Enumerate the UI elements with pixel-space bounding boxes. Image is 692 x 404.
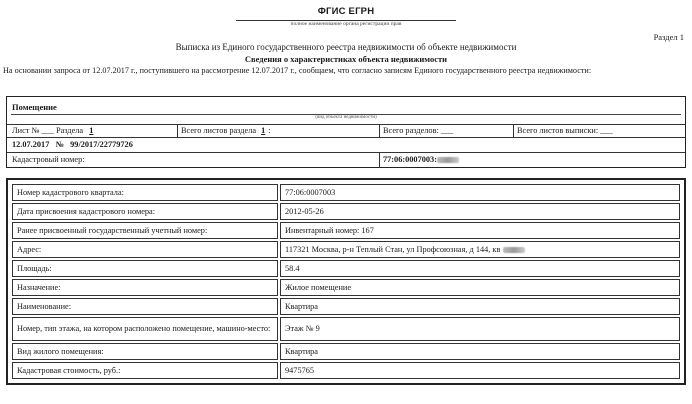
divider xyxy=(7,137,685,138)
total-sheets-section-label: Всего листов раздела xyxy=(181,126,257,135)
divider xyxy=(379,124,380,137)
total-sheets-section-cell: Всего листов раздела 1 : xyxy=(181,126,271,135)
property-value-text: Квартира xyxy=(285,301,318,311)
agency-name: ФГИС ЕГРН xyxy=(317,6,375,17)
sheet-section-value: 1 xyxy=(89,126,94,135)
property-value xyxy=(280,203,680,220)
property-key: Наименование: xyxy=(12,298,278,315)
property-value-text: Квартира xyxy=(285,346,318,356)
property-value-text: Инвентарный номер: 167 xyxy=(285,225,374,235)
table-row xyxy=(12,184,680,201)
table-row xyxy=(12,279,680,296)
total-sheets-section-value: 1 xyxy=(261,126,266,135)
property-key: Дата присвоения кадастрового номера: xyxy=(12,203,278,220)
extract-date: 12.07.2017 xyxy=(12,140,50,149)
property-key: Номер, тип этажа, на котором расположено помещение, машино-место: xyxy=(12,317,278,341)
property-key: Назначение: xyxy=(12,279,278,296)
property-value xyxy=(280,260,680,277)
object-type: Помещение xyxy=(12,102,57,112)
section-label: Раздел 1 xyxy=(653,32,684,42)
properties-table xyxy=(10,182,682,381)
object-summary-box xyxy=(6,96,686,168)
table-row xyxy=(12,298,680,315)
property-value xyxy=(280,184,680,201)
sheet-number-cell xyxy=(12,126,97,135)
properties-table-frame xyxy=(6,178,686,385)
divider xyxy=(379,152,380,168)
number-sign: № xyxy=(55,140,64,149)
object-type-caption: (вид объекта недвижимости) xyxy=(315,115,377,120)
divider xyxy=(7,124,685,125)
property-value-text: Этаж № 9 xyxy=(285,324,320,333)
property-value xyxy=(280,279,680,296)
table-row xyxy=(12,203,680,220)
property-value xyxy=(280,343,680,360)
agency-caption: полное наименование органа регистрации прав xyxy=(290,21,402,27)
divider xyxy=(7,152,685,153)
property-value xyxy=(280,317,680,341)
cadastral-number-value: 77:06:0007003: xyxy=(383,155,437,164)
property-value-text: 77:06:0007003 xyxy=(285,187,336,197)
table-row xyxy=(12,317,680,341)
property-value xyxy=(280,362,680,379)
redacted-mark xyxy=(503,247,525,253)
table-row xyxy=(12,222,680,239)
cadastral-number-label: Кадастровый номер: xyxy=(12,155,85,164)
table-row xyxy=(12,362,680,379)
extract-number: 99/2017/22779726 xyxy=(70,140,133,149)
cadastral-number-cell xyxy=(383,155,459,164)
property-key: Адрес: xyxy=(12,241,278,258)
document-title: Выписка из Единого государственного реестра недвижимости об объекте недвижимости xyxy=(175,42,517,52)
property-key: Кадастровая стоимость, руб.: xyxy=(12,362,278,379)
property-key: Номер кадастрового квартала: xyxy=(12,184,278,201)
property-key: Вид жилого помещения: xyxy=(12,343,278,360)
document-subtitle: Сведения о характеристиках объекта недвижимости xyxy=(244,54,448,64)
table-row xyxy=(12,241,680,258)
property-value-text: 2012-05-26 xyxy=(285,206,324,216)
property-key: Площадь: xyxy=(12,260,278,277)
divider xyxy=(177,124,178,137)
sheet-number-label: Лист № ___ Раздела xyxy=(12,126,84,135)
table-row xyxy=(12,260,680,277)
property-value xyxy=(280,222,680,239)
total-sheets-cell: Всего листов выписки: ___ xyxy=(517,126,613,135)
property-value xyxy=(280,298,680,315)
property-value xyxy=(280,241,680,258)
property-value-text: Жилое помещение xyxy=(285,282,352,292)
table-row xyxy=(12,343,680,360)
total-sections-cell: Всего разделов: ___ xyxy=(383,126,454,135)
redacted-mark xyxy=(437,157,459,163)
property-value-text: 117321 Москва, р-н Теплый Стан, ул Профсоюзная, д 144, кв xyxy=(285,244,501,254)
property-value-text: 9475765 xyxy=(285,365,315,375)
property-key: Ранее присвоенный государственный учетный номер: xyxy=(12,222,278,239)
divider xyxy=(513,124,514,137)
basis-paragraph: На основании запроса от 12.07.2017 г., поступившего на рассмотрение 12.07.2017 г., сообщаем, что согласно записям Единого государственного реестра недвижимости: xyxy=(3,66,592,75)
property-value-text: 58.4 xyxy=(285,263,300,273)
extract-date-number xyxy=(12,140,133,149)
